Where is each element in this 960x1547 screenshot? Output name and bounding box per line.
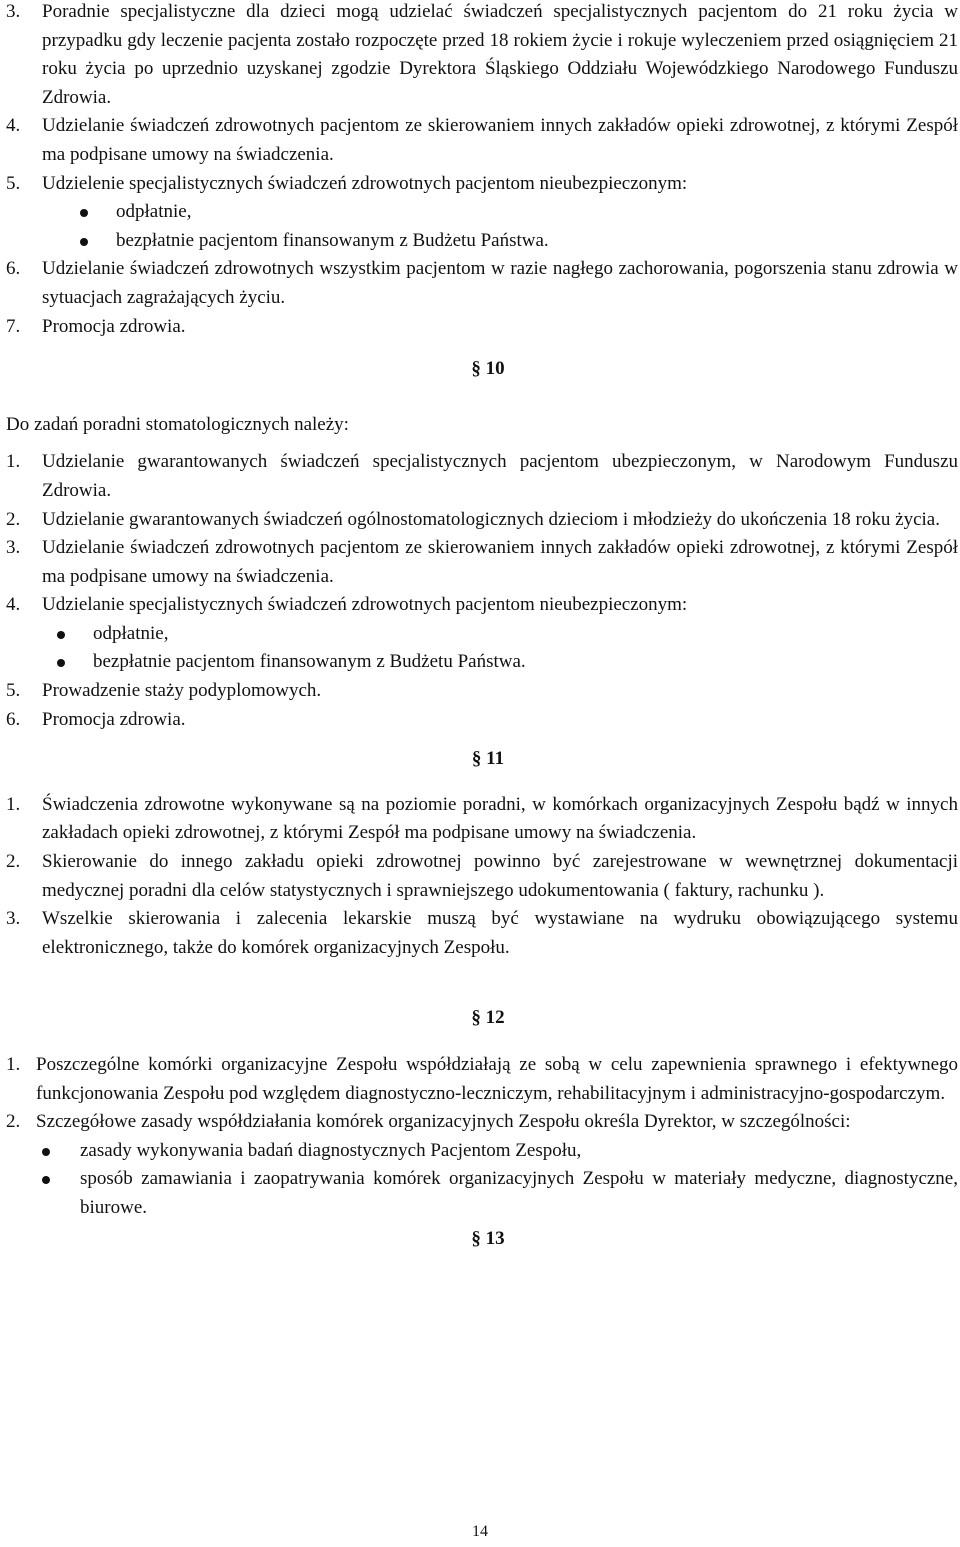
- item-number: 4.: [6, 115, 21, 137]
- item-text: Udzielanie świadczeń zdrowotnych wszystkim pacjentom w razie nagłego zachorowania, pogorszenia stanu zdrowia w sytuacjach zagrażających życiu.: [42, 258, 958, 308]
- item-number: 1.: [6, 793, 21, 815]
- section-heading: § 13: [471, 1227, 505, 1249]
- bullet-text: odpłatnie,: [93, 622, 169, 644]
- bullet-text: bezpłatnie pacjentom finansowanym z Budżetu Państwa.: [116, 229, 549, 251]
- list-item: [6, 448, 958, 505]
- section-heading: § 12: [471, 1007, 505, 1029]
- bullet-dot: [42, 1148, 50, 1156]
- list-item: [6, 313, 958, 342]
- bullet-item: [57, 620, 958, 649]
- bullet-text: zasady wykonywania badań diagnostycznych Pacjentom Zespołu,: [80, 1139, 582, 1161]
- bullet-text: sposób zamawiania i zaopatrywania komórek organizacyjnych Zespołu w materiały medyczne, diagnostyczne, biurowe.: [80, 1168, 958, 1218]
- list-item: [6, 506, 958, 535]
- item-number: 2.: [6, 508, 21, 530]
- bullet-item: [42, 1137, 958, 1166]
- list-item: [6, 1051, 958, 1108]
- list-item: [6, 905, 958, 962]
- list-item: [6, 848, 958, 905]
- item-text: Poszczególne komórki organizacyjne Zespołu współdziałają ze sobą w celu zapewnienia sprawnego i efektywnego funkcjonowania Zespołu pod względem diagnostyczno-leczniczym, rehabilitacyjnym i administracyjno-gospodarczym.: [36, 1054, 958, 1104]
- item-text: Promocja zdrowia.: [42, 708, 186, 730]
- bullet-dot: [57, 659, 65, 667]
- list-item: [6, 170, 958, 199]
- list-item: [6, 591, 958, 620]
- bullet-text: bezpłatnie pacjentom finansowanym z Budżetu Państwa.: [93, 651, 526, 673]
- item-text: Promocja zdrowia.: [42, 315, 186, 337]
- bullet-dot: [57, 631, 65, 639]
- bullet-dot: [80, 238, 88, 246]
- page-number: 14: [472, 1523, 488, 1540]
- list-item: [6, 255, 958, 312]
- item-number: 7.: [6, 315, 21, 337]
- item-text: Poradnie specjalistyczne dla dzieci mogą udzielać świadczeń specjalistycznych pacjentom do 21 roku życia w przypadku gdy leczenie pacjenta zostało rozpoczęte przed 18 rokiem życie i rokuje wyleczeniem przed osiągnięciem 21 roku życia po uprzednio uzyskanej zgodzie Dyrektora Śląskiego Oddziału Wojewódzkiego Narodowego Funduszu Zdrowia.: [42, 1, 958, 108]
- item-text: Wszelkie skierowania i zalecenia lekarskie muszą być wystawiane na wydruku obowiązującego systemu elektronicznego, także do komórek organizacyjnych Zespołu.: [42, 908, 958, 958]
- bullet-item: [80, 227, 958, 256]
- item-text: Udzielenie specjalistycznych świadczeń zdrowotnych pacjentom nieubezpieczonym:: [42, 172, 688, 194]
- item-number: 3.: [6, 908, 21, 930]
- item-number: 6.: [6, 708, 21, 730]
- bullet-dot: [80, 209, 88, 217]
- item-number: 3.: [6, 537, 21, 559]
- section-heading: § 11: [471, 748, 505, 770]
- document-page: [6, 0, 958, 1253]
- item-number: 1.: [6, 1054, 21, 1075]
- item-number: 2.: [6, 851, 21, 873]
- list-item: [6, 1108, 958, 1137]
- list-item: [6, 677, 958, 706]
- list-item: [6, 791, 958, 848]
- bullet-dot: [42, 1176, 50, 1184]
- item-text: Świadczenia zdrowotne wykonywane są na poziomie poradni, w komórkach organizacyjnych Zespołu bądź w innych zakładach opieki zdrowotnej, z którymi Zespół ma podpisane umowy na świadczenia.: [42, 793, 958, 844]
- item-text: Udzielanie świadczeń zdrowotnych pacjentom ze skierowaniem innych zakładów opieki zdrowotnej, z którymi Zespół ma podpisane umowy na świadczenia.: [42, 537, 958, 587]
- item-number: 4.: [6, 594, 21, 616]
- item-number: 6.: [6, 258, 21, 280]
- item-number: 5.: [6, 172, 21, 194]
- bullet-item: [57, 648, 958, 677]
- section-intro: Do zadań poradni stomatologicznych należy:: [6, 413, 349, 435]
- item-text: Szczegółowe zasady współdziałania komórek organizacyjnych Zespołu określa Dyrektor, w szczególności:: [36, 1111, 851, 1133]
- list-item: [6, 0, 958, 112]
- item-text: Udzielanie gwarantowanych świadczeń specjalistycznych pacjentom ubezpieczonym, w Narodowym Funduszu Zdrowia.: [42, 451, 958, 501]
- bullet-item: [42, 1165, 958, 1222]
- list-item: [6, 706, 958, 735]
- item-number: 1.: [6, 451, 21, 473]
- item-number: 5.: [6, 680, 21, 702]
- bullet-item: [80, 198, 958, 227]
- item-text: Udzielanie specjalistycznych świadczeń zdrowotnych pacjentom nieubezpieczonym:: [42, 594, 688, 616]
- item-text: Skierowanie do innego zakładu opieki zdrowotnej powinno być zarejestrowane w wewnętrznej dokumentacji medycznej poradni dla celów statystycznych i sprawniejszego udokumentowania ( faktury, rachunku ).: [42, 851, 958, 901]
- item-text: Udzielanie gwarantowanych świadczeń ogólnostomatologicznych dzieciom i młodzieży do ukończenia 18 roku życia.: [42, 508, 940, 530]
- item-number: 2.: [6, 1111, 21, 1133]
- section-heading: § 10: [471, 358, 505, 380]
- item-number: 3.: [6, 1, 21, 22]
- list-item: [6, 112, 958, 169]
- list-item: [6, 534, 958, 591]
- item-text: Prowadzenie staży podyplomowych.: [42, 680, 322, 702]
- item-text: Udzielanie świadczeń zdrowotnych pacjentom ze skierowaniem innych zakładów opieki zdrowotnej, z którymi Zespół ma podpisane umowy na świadczenia.: [42, 115, 958, 165]
- bullet-text: odpłatnie,: [116, 201, 192, 223]
